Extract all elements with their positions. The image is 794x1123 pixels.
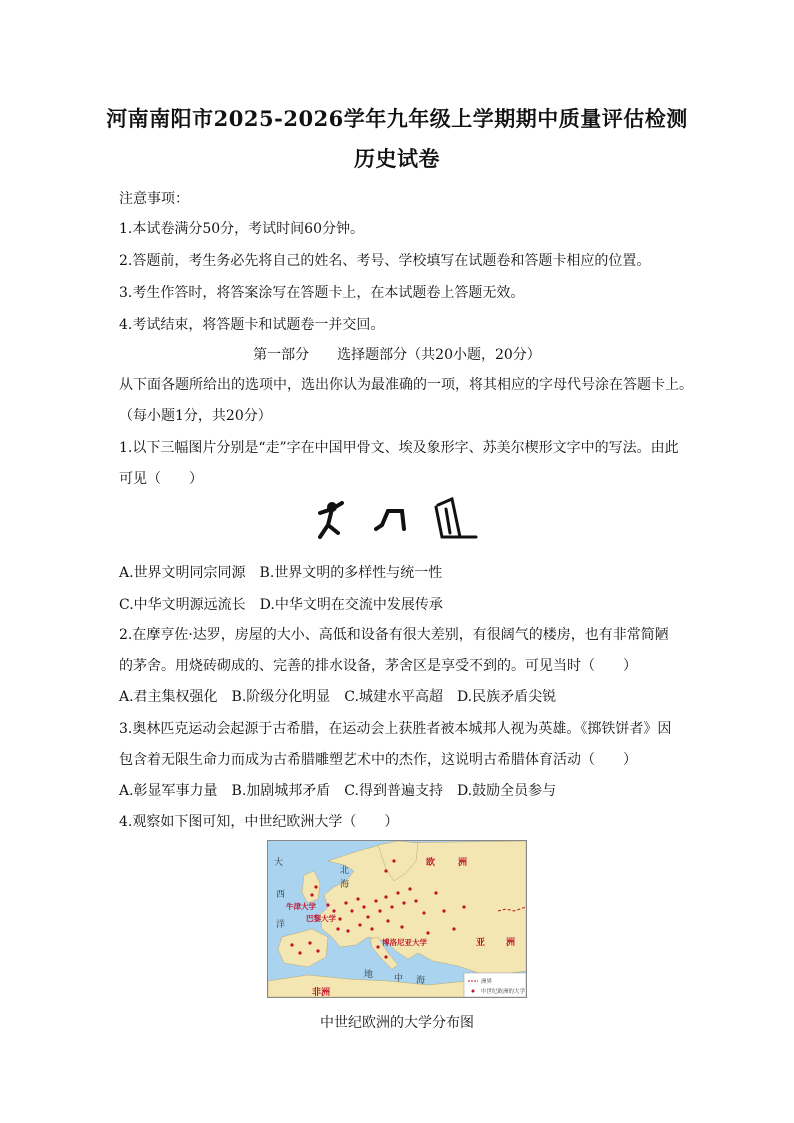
medieval-university-map	[267, 840, 527, 998]
note-item: 4.考试结束，将答题卡和试题卷一并交回。	[119, 317, 385, 333]
question-1-stem: 可见（ ）	[119, 471, 203, 487]
question-3-stem: 3.奥林匹克运动会起源于古希腊，在运动会上获胜者被本城邦人视为英雄。《掷铁饼者》因	[119, 721, 672, 737]
map-label: 洲	[458, 858, 468, 868]
map-label: 洲	[506, 938, 516, 948]
note-item: 2.答题前，考生务必先将自己的姓名、考号、学校填写在试题卷和答题卡相应的位置。	[119, 253, 651, 269]
section-instruction: 从下面各题所给出的选项中，选出你认为最准确的一项，将其相应的字母代号涂在答题卡上。	[119, 377, 693, 393]
map-label: 大	[274, 858, 284, 868]
map-label: 海	[416, 976, 426, 986]
question-1-options: C.中华文明源远流长 D.中华文明在交流中发展传承	[119, 597, 443, 613]
map-label: 地	[364, 970, 374, 980]
exam-title: 河南南阳市2025-2026学年九年级上学期期中质量评估检测	[106, 106, 688, 131]
question-1-options: A.世界文明同宗同源 B.世界文明的多样性与统一性	[119, 565, 443, 581]
section-title: 第一部分 选择题部分（共20小题，20分）	[253, 347, 541, 363]
question-2-options: A.君主集权强化 B.阶级分化明显 C.城建水平高超 D.民族矛盾尖锐	[119, 689, 557, 705]
map-label: 海	[340, 880, 350, 890]
legend-border-label: 洲界	[481, 979, 493, 985]
question-3-stem: 包含着无限生命力而成为古希腊雕塑艺术中的杰作，这说明古希腊体育活动（ ）	[119, 752, 637, 768]
note-item: 3.考生作答时，将答案涂写在答题卡上，在本试题卷上答题无效。	[119, 285, 525, 301]
oxford-label: 牛津大学	[286, 902, 316, 911]
map-label: 中	[394, 974, 404, 984]
note-item: 1.本试卷满分50分，考试时间60分钟。	[119, 221, 364, 237]
legend-university-label: 中世纪欧洲的大学	[481, 989, 526, 995]
section-instruction: （每小题1分，共20分）	[119, 408, 272, 424]
map-label: 北	[340, 866, 350, 876]
sumerian-walk-icon	[436, 499, 476, 537]
question-2-stem: 的茅舍。用烧砖砌成的、完善的排水设备，茅舍区是享受不到的。可见当时（ ）	[119, 658, 637, 674]
question-1-stem: 1.以下三幅图片分别是“走”字在中国甲骨文、埃及象形字、苏美尔楔形文字中的写法。由此	[119, 440, 679, 456]
egyptian-walk-icon	[376, 511, 404, 529]
walk-character-glyphs	[310, 495, 490, 545]
notes-heading: 注意事项：	[119, 191, 189, 207]
question-4-stem: 4.观察如下图可知，中世纪欧洲大学（ ）	[119, 814, 399, 830]
map-label: 亚	[476, 938, 486, 948]
map-label: 非洲	[312, 988, 331, 997]
map-caption: 中世纪欧洲的大学分布图	[320, 1015, 474, 1031]
map-legend	[464, 973, 526, 997]
map-label: 洋	[276, 920, 286, 930]
map-label: 欧	[426, 858, 436, 868]
exam-subject: 历史试卷	[354, 146, 440, 171]
oracle-bone-walk-icon	[320, 503, 342, 537]
bologna-label: 博洛尼亚大学	[382, 938, 427, 947]
question-2-stem: 2.在摩亨佐·达罗，房屋的大小、高低和设备有很大差别，有很阔气的楼房，也有非常简陋	[119, 627, 669, 643]
map-label: 西	[276, 890, 286, 900]
paris-label: 巴黎大学	[306, 914, 336, 923]
question-3-options: A.彰显军事力量 B.加剧城邦矛盾 C.得到普遍支持 D.鼓励全员参与	[119, 783, 557, 799]
